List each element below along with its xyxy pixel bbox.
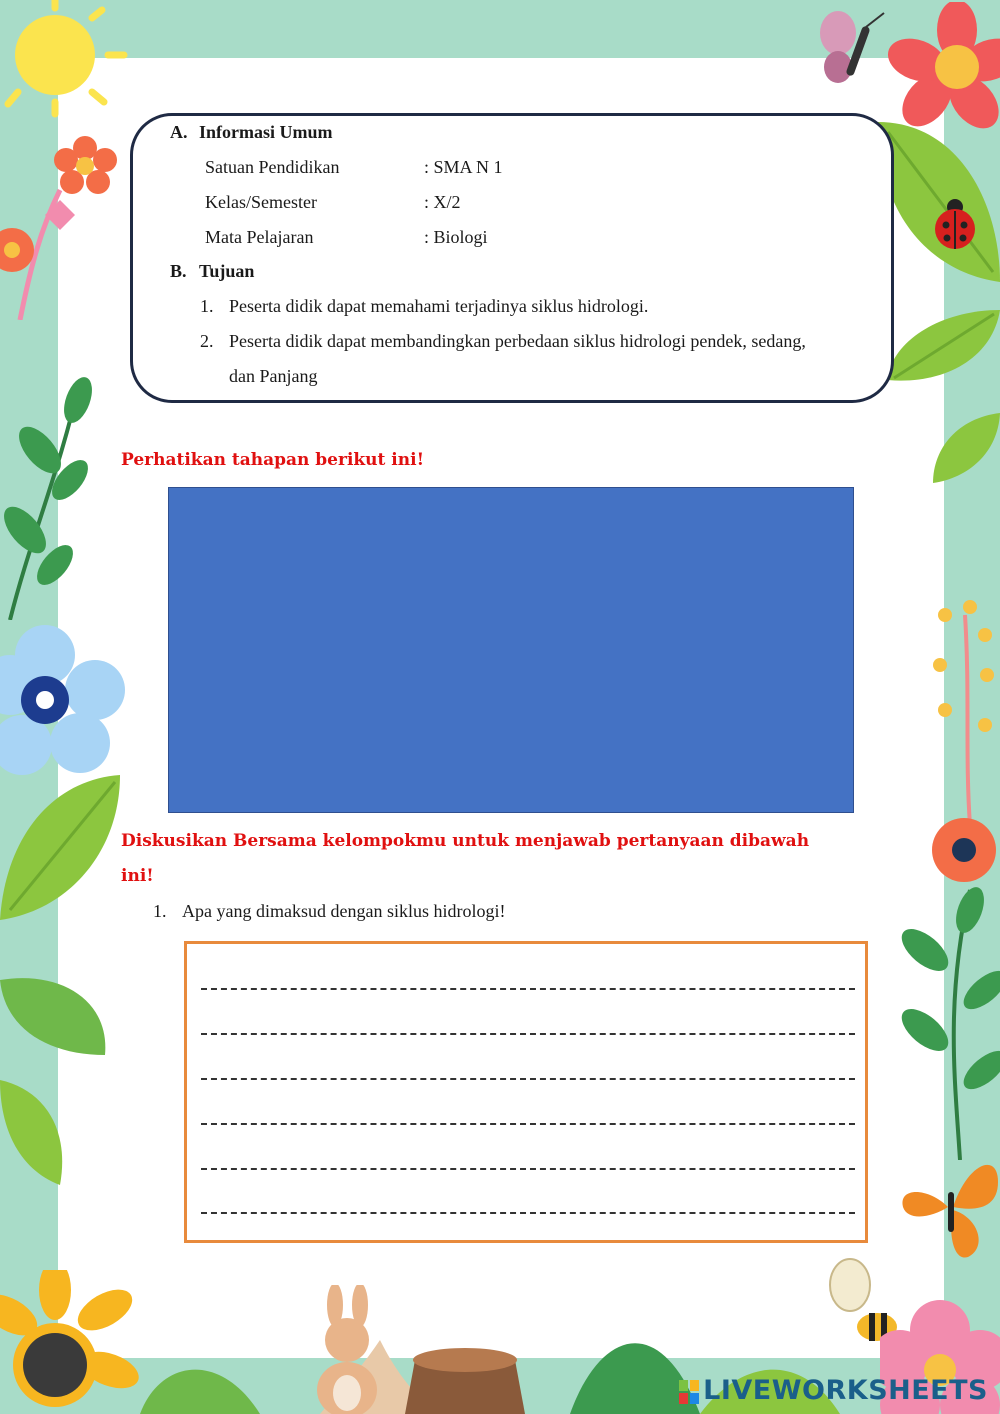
liveworksheets-text: LIVEWORKSHEETS bbox=[703, 1375, 988, 1406]
answer-line bbox=[201, 1212, 855, 1214]
leafy-branch-left-decoration bbox=[0, 370, 100, 620]
sunflower-decoration bbox=[0, 1270, 160, 1414]
question-text-1: Apa yang dimaksud dengan siklus hidrologi! bbox=[182, 901, 506, 921]
leaf-right-mid-decoration bbox=[882, 300, 1000, 390]
info-label-subject: Mata Pelajaran bbox=[205, 227, 314, 247]
red-flower-decoration bbox=[882, 2, 1000, 130]
section-a-heading: Informasi Umum bbox=[199, 122, 333, 142]
answer-line bbox=[201, 1033, 855, 1035]
liveworksheets-logo-icon bbox=[679, 1380, 699, 1404]
red-poppy-decoration bbox=[928, 815, 1000, 885]
section-b-letter: B. bbox=[170, 261, 187, 281]
goal-text-1: Peserta didik dapat memahami terjadinya siklus hidrologi. bbox=[229, 296, 649, 316]
goal-text-2-cont: dan Panjang bbox=[229, 366, 318, 386]
info-value-subject: : Biologi bbox=[424, 227, 488, 247]
goal-number-1: 1. bbox=[200, 296, 214, 316]
answer-line bbox=[201, 1078, 855, 1080]
answer-line bbox=[201, 1168, 855, 1170]
info-value-school: : SMA N 1 bbox=[424, 157, 503, 177]
info-value-class: : X/2 bbox=[424, 192, 461, 212]
info-label-class: Kelas/Semester bbox=[205, 192, 317, 212]
answer-line bbox=[201, 1123, 855, 1125]
answer-line bbox=[201, 988, 855, 990]
tree-stump-decoration bbox=[395, 1345, 535, 1414]
section-a-letter: A. bbox=[170, 122, 188, 142]
leafy-branch-right-decoration bbox=[900, 880, 1000, 1160]
goal-text-2: Peserta didik dapat membandingkan perbedaan siklus hidrologi pendek, sedang, bbox=[229, 331, 806, 351]
leaf-left-low-decoration bbox=[0, 960, 110, 1060]
rabbit-decoration bbox=[305, 1285, 390, 1414]
answer-input-box[interactable] bbox=[184, 941, 868, 1243]
big-leaf-left-decoration bbox=[0, 770, 125, 930]
info-label-school: Satuan Pendidikan bbox=[205, 157, 340, 177]
orange-butterfly-decoration bbox=[898, 1152, 1000, 1262]
discussion-instruction-line1: Diskusikan Bersama kelompokmu untuk menjawab pertanyaan dibawah bbox=[121, 831, 810, 851]
yellow-berries-decoration bbox=[925, 595, 1000, 825]
blue-flower-decoration bbox=[0, 625, 128, 775]
observe-instruction: Perhatikan tahapan berikut ini! bbox=[121, 450, 425, 470]
goal-number-2: 2. bbox=[200, 331, 214, 351]
leaf-right-3-decoration bbox=[928, 408, 1000, 488]
leaf-left-low2-decoration bbox=[0, 1070, 70, 1190]
sun-decoration bbox=[0, 0, 130, 120]
orange-flower-left-decoration bbox=[0, 120, 120, 320]
discussion-instruction-line2: ini! bbox=[121, 866, 154, 886]
ladybug-decoration bbox=[930, 195, 980, 251]
question-number-1: 1. bbox=[153, 901, 167, 921]
liveworksheets-watermark bbox=[679, 1375, 988, 1406]
butterfly-pink-decoration bbox=[810, 5, 890, 90]
media-placeholder[interactable] bbox=[168, 487, 854, 813]
section-b-heading: Tujuan bbox=[199, 261, 255, 281]
